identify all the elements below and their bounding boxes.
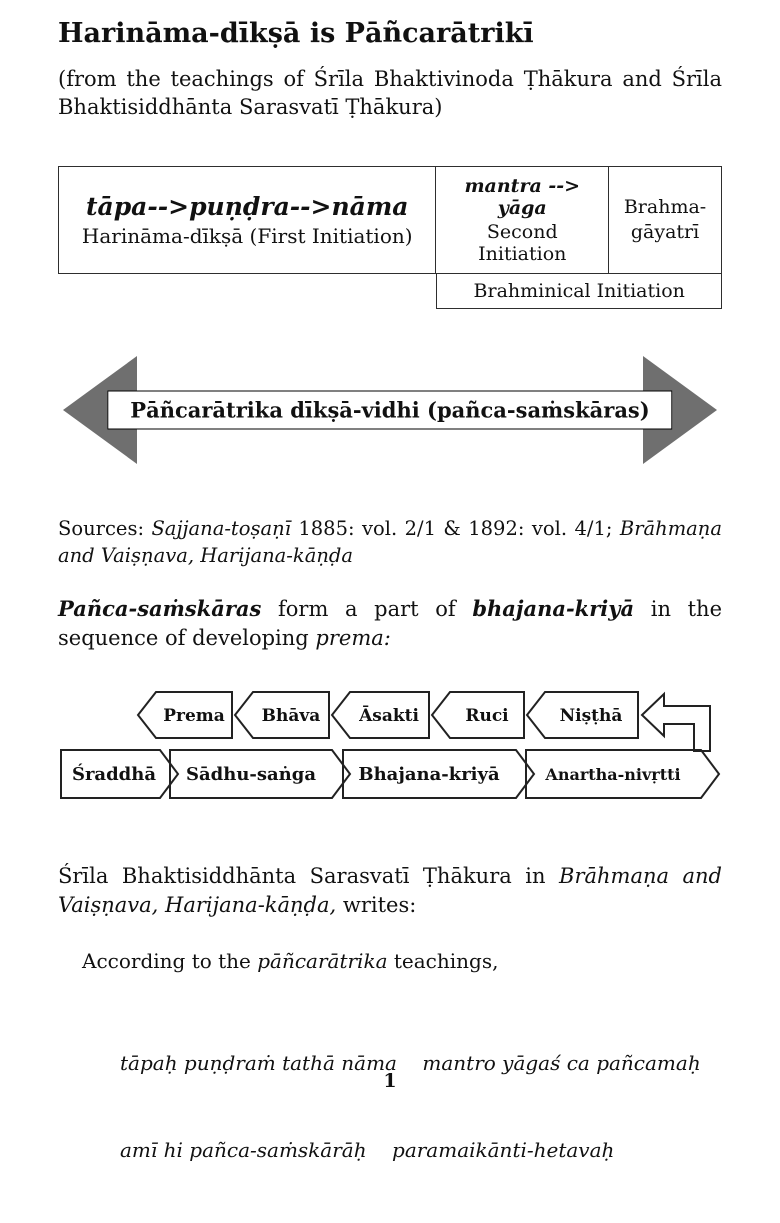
page-title: Harināma-dīkṣā is Pāñcarātrikī bbox=[58, 18, 534, 49]
initiation-table bbox=[58, 166, 722, 309]
verse-line-1: tāpaḥ puṇḍraṁ tathā nāma mantro yāgaś ca pañcamaḥ bbox=[120, 1050, 701, 1075]
brahma-gayatri-line-2: gāyatrī bbox=[630, 220, 700, 243]
pancaratrika-arrow-figure bbox=[58, 351, 722, 469]
sources-paragraph: Sources: Sajjana-toṣaṇī 1885: vol. 2/1 & 1892: vol. 4/1; Brāhmaṇa and Vaiṣṇava, Harijana-kāṇḍa bbox=[58, 516, 722, 567]
according-line: According to the pāñcarātrika teachings, bbox=[82, 948, 499, 973]
brahma-gayatri-cell bbox=[609, 166, 722, 274]
bhakti-stages-svg bbox=[58, 678, 722, 810]
return-arrow bbox=[642, 694, 710, 751]
stage-label-anartha-nivrtti: Anartha-nivṛtti bbox=[545, 764, 681, 784]
first-initiation-label: Harināma-dīkṣā (First Initiation) bbox=[81, 223, 413, 248]
stage-label-nistha: Niṣṭhā bbox=[559, 705, 623, 726]
brahminical-initiation-cell: Brahminical Initiation bbox=[436, 274, 722, 309]
writes-paragraph: Śrīla Bhaktisiddhānta Sarasvatī Ṭhākura in Brāhmaṇa and Vaiṣṇava, Harijana-kāṇḍa, writes: bbox=[58, 863, 722, 918]
double-arrow-label: Pāñcarātrika dīkṣā-vidhi (pañca-saṁskāras) bbox=[107, 390, 672, 429]
second-initiation-sequence: mantra --> yāga bbox=[464, 174, 581, 219]
panca-samskaras-paragraph: Pañca-saṁskāras form a part of bhajana-kriyā in the sequence of developing prema: bbox=[58, 596, 722, 650]
initiation-table-row-1 bbox=[58, 166, 722, 274]
bhakti-stages-diagram bbox=[58, 678, 722, 810]
stage-label-bhajana-kriya: Bhajana-kriyā bbox=[358, 763, 500, 785]
stage-label-ruci: Ruci bbox=[465, 705, 509, 726]
stage-label-sadhu-sanga: Sādhu-saṅga bbox=[185, 763, 317, 785]
first-initiation-sequence: tāpa-->puṇḍra-->nāma bbox=[85, 191, 409, 221]
first-initiation-cell bbox=[58, 166, 436, 274]
brahma-gayatri-line-1: Brahma- bbox=[623, 196, 707, 218]
verse-block bbox=[120, 991, 722, 1223]
second-initiation-cell bbox=[436, 166, 609, 274]
stage-label-prema: Prema bbox=[163, 705, 225, 726]
stage-label-asakti: Āsakti bbox=[359, 705, 419, 726]
stage-label-bhava: Bhāva bbox=[261, 705, 321, 726]
second-initiation-label: Second Initiation bbox=[478, 220, 567, 265]
page-number: 1 bbox=[383, 1070, 397, 1092]
verse-line-2: amī hi pañca-saṁskārāḥ paramaikānti-hetavaḥ bbox=[120, 1137, 615, 1162]
subtitle-paragraph: (from the teachings of Śrīla Bhaktivinoda Ṭhākura and Śrīla Bhaktisiddhānta Sarasvatī Ṭhākura) bbox=[58, 67, 722, 120]
stage-label-sraddha: Śraddhā bbox=[71, 763, 157, 785]
